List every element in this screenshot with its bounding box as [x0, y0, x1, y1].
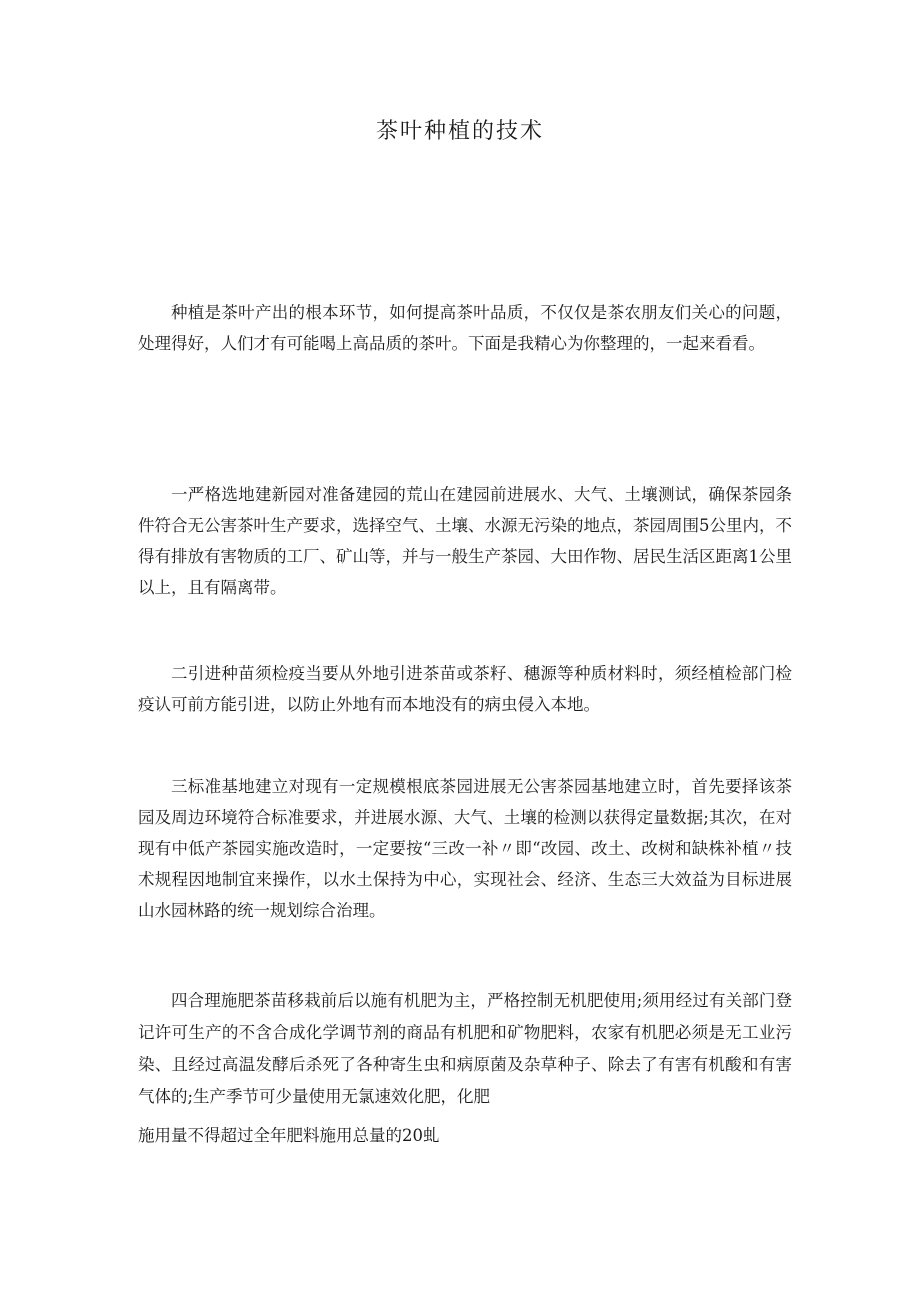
section-3-paragraph: 三标准基地建立对现有一定规模根底茶园进展无公害茶园基地建立时，首先要择该茶园及周边环境符合标准要求，并进展水源、大气、土壤的检测以获得定量数据;其次，在对现有中低产茶园实施改造时，一定要按“三改一补〃即“改园、改土、改树和缺株补植〃技术规程因地制宜来操作，以水土保持为中心，实现社会、经济、生态三大效益为目标进展山水园林路的统一规划综合治理。: [138, 777, 792, 920]
section-4-paragraph: 四合理施肥茶苗移栽前后以施有机肥为主，严格控制无机肥使用;须用经过有关部门登记许可生产的不含合成化学调节剂的商品有机肥和矿物肥料，农家有机肥必须是无工业污染、且经过高温发酵后杀死了各种寄生虫和病原菌及杂草种子、除去了有害有机酸和有害气体的;生产季节可少量使用无氯速效化肥，化肥: [138, 991, 792, 1106]
section-4-continuation: 施用量不得超过全年肥料施用总量的20虬: [138, 1126, 440, 1145]
intro-paragraph: 种植是茶叶产出的根本环节，如何提高茶叶品质，不仅仅是茶农朋友们关心的问题，处理得好，人们才有可能喝上高品质的茶叶。下面是我精心为你整理的，一起来看看。: [138, 303, 792, 353]
section-1-paragraph: 一严格选地建新园对准备建园的荒山在建园前进展水、大气、土壤测试，确保茶园条件符合无公害茶叶生产要求，选择空气、土壤、水源无污染的地点，茶园周围5公里内，不得有排放有害物质的工厂、矿山等，并与一般生产茶园、大田作物、居民生活区距离1公里以上，且有隔离带。: [138, 485, 792, 597]
document-title: 茶叶种植的技术: [375, 119, 544, 144]
section-2-paragraph: 二引进种苗须检疫当要从外地引进茶苗或茶籽、穗源等种质材料时，须经植检部门检疫认可前方能引进，以防止外地有而本地没有的病虫侵入本地。: [138, 664, 792, 714]
